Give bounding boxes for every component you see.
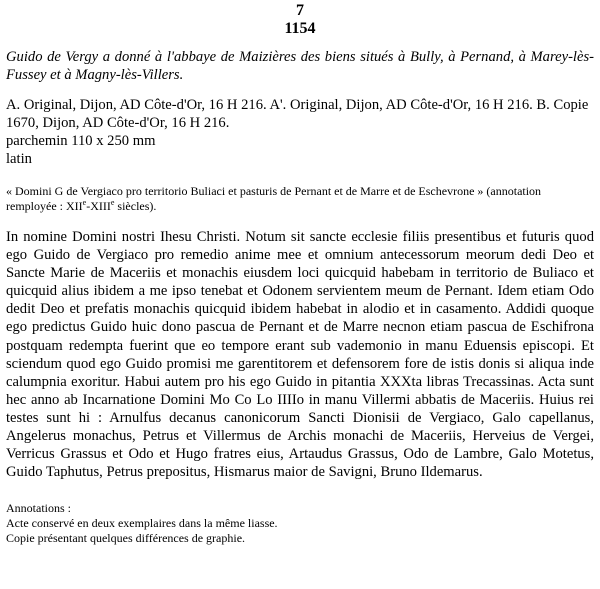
superscript-e: e: [82, 198, 87, 207]
superscript-e: e: [110, 198, 115, 207]
annotation-line: Acte conservé en deux exemplaires dans la même liasse.: [6, 516, 278, 531]
annotations: [6, 501, 594, 546]
annotation-line: Copie présentant quelques différences de graphie.: [6, 531, 246, 546]
sources: [6, 96, 594, 168]
dorsal-note-mid: -XIII: [86, 199, 111, 213]
dorsal-note-text: « Domini G de Vergiaco pro territorio Buliaci et pasturis de Pernant et de Marre et de Eschevrone » (annotation remployée : XII: [6, 184, 542, 213]
annotations-heading: Annotations :: [6, 501, 71, 516]
document-year: 1154: [284, 20, 316, 37]
sources-list: A. Original, Dijon, AD Côte-d'Or, 16 H 216. A'. Original, Dijon, AD Côte-d'Or, 16 H 216. B. Copie 1670, Dijon, AD Côte-d'Or, 16 H 216.: [6, 97, 589, 131]
document-number: 7: [296, 2, 304, 19]
summary: Guido de Vergy a donné à l'abbaye de Maizières des biens situés à Bully, à Pernand, à Marey-lès-Fussey et à Magny-lès-Villers.: [6, 49, 594, 83]
dorsal-note-end: siècles).: [114, 199, 157, 213]
material: parchemin 110 x 250 mm: [6, 133, 156, 149]
charter-text: In nomine Domini nostri Ihesu Christi. Notum sit sancte ecclesie filiis presentibus et futuris quod ego Guido de Vergiaco pro remedio anime mee et omnium antecessorum meorum dedi Deo et Sancte Marie de Maceriis et monachis eiusdem loci quicquid habebam in territorio de Buliaco et quicquid alius ibidem a me ipso tenebat et Odonem servientem meum de Pernant. Idem etiam Odo dedit Deo et prefatis monachis quicquid ibidem habebat in alodio et in casamento. Addidi quoque ego predictus Guido huic dono pascua de Pernant et de Marre necnon etiam pascua de Eschifrona postquam redempta fuerint que eo tempore erant sub vademonio in manu Eduensis episcopi. Et sciendum quod ego Guido promisi me garentitorem et defensorem fore de istis donis si aliqua inde calumpnia exoritur. Habui autem pro his ego Guido in pitantia XXXta libras Trecassinas. Acta sunt hec anno ab Incarnatione Domini Mo Co Lo IIIIo in manu Villermi abbatis de Maceriis. Huius rei testes sunt hi : Arnulfus decanus canonicorum Sancti Dionisii de Vergiaco, Galo capellanus, Angelerus monachus, Petrus et Villermus de Archis monachi de Maceriis, Herveius de Vergei, Verricus Grassus et Odo et Hugo fratres eius, Artaudus Grassus, Odo de Lambre, Galo Motetus, Guido Taphutus, Petrus prepositus, Hismarus maior de Savigni, Bruno Ildemarus.: [6, 229, 594, 481]
language: latin: [6, 151, 32, 167]
dorsal-note: [6, 184, 594, 214]
